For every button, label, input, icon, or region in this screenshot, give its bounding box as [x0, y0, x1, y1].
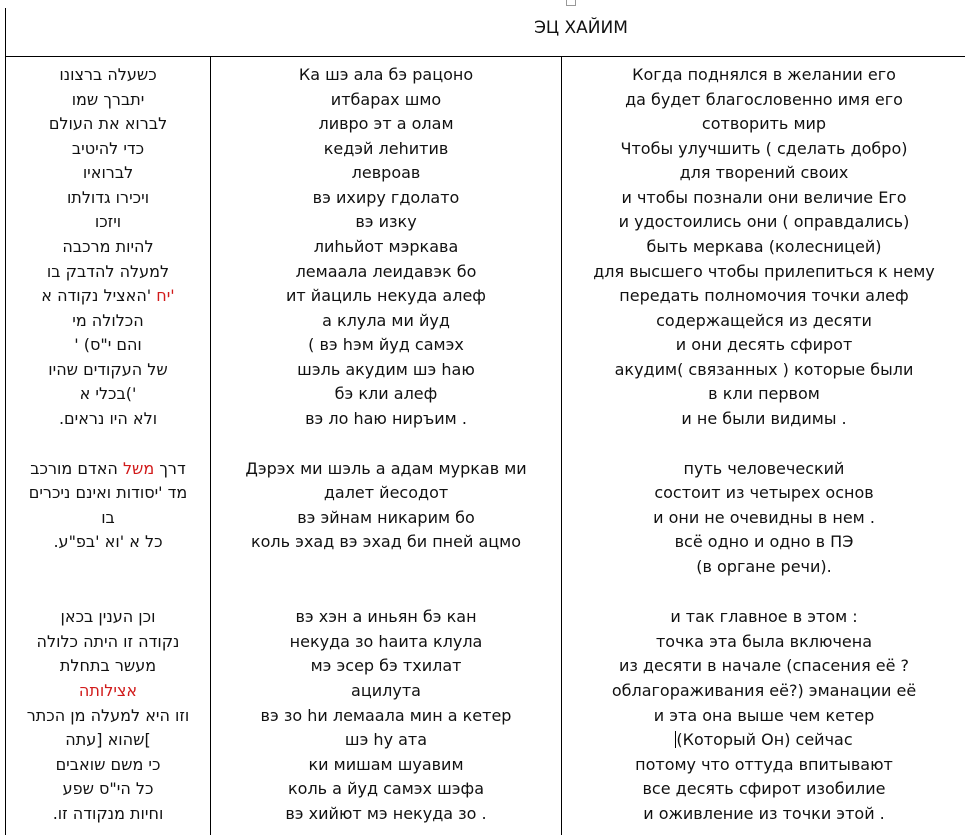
hebrew-text: וכן הענין בכאן	[60, 607, 156, 626]
hebrew-text: מעשר בתחלת	[59, 656, 157, 675]
transliteration-line: а клула ми йуд	[322, 311, 450, 330]
hebrew-line	[6, 605, 210, 629]
russian-line: всё одно и одно в ПЭ	[674, 532, 854, 551]
hebrew-line	[6, 63, 210, 87]
russian-line: акудим( связанных ) которые были	[614, 360, 914, 379]
russian-column	[561, 57, 965, 835]
hebrew-highlight-text: משל	[122, 459, 155, 478]
hebrew-line	[6, 88, 210, 112]
russian-line: и они не очевидны в нем .	[653, 508, 875, 527]
hebrew-line	[6, 481, 210, 505]
hebrew-text: האדם מורכב	[30, 459, 123, 478]
transliteration-line: шэль акудим шэ hаю	[297, 360, 475, 379]
russian-line: точка эта была включена	[655, 632, 873, 651]
hebrew-text: ולא היו נראים.	[58, 409, 158, 428]
transliteration-line: итбарах шмо	[330, 90, 442, 109]
hebrew-text: ויזכו	[94, 212, 122, 231]
russian-line: состоит из четырех основ	[654, 483, 874, 502]
transliteration-line: вэ хэн а иньян бэ кан	[295, 607, 477, 626]
hebrew-text: ]שהוא [עתה	[65, 730, 151, 749]
transliteration-line: вэ ихиру гдолато	[312, 188, 460, 207]
russian-line: Когда поднялся в желании его	[632, 65, 896, 84]
hebrew-text: וזו היא למעלה מן הכתר	[26, 706, 190, 725]
transliteration-line: ит йациль некуда алеф	[286, 286, 486, 305]
hebrew-line	[6, 382, 210, 406]
russian-line: (в органе речи).	[696, 557, 832, 576]
hebrew-line	[6, 530, 210, 554]
russian-line: да будет благословенно имя его	[625, 90, 903, 109]
russian-line: содержащейся из десяти	[656, 311, 872, 330]
transliteration-line: вэ зо hи лемаала мин а кетер	[260, 706, 512, 725]
transliteration-line: вэ ло hаю ниръим .	[305, 409, 467, 428]
transliteration-line: ливро эт а олам	[318, 114, 454, 133]
transliteration-line: шэ hу ата	[344, 730, 428, 749]
transliteration-line: некуда зо hаита клула	[289, 632, 483, 651]
russian-line: передать полномочия точки алеф	[619, 286, 909, 305]
hebrew-text: לברואיו	[82, 163, 134, 182]
hebrew-line	[6, 728, 210, 752]
hebrew-text: למעלה להדבק בו	[46, 262, 170, 281]
hebrew-line	[6, 309, 210, 333]
hebrew-line	[6, 654, 210, 678]
title-cell	[5, 8, 965, 57]
hebrew-text: כל הי"ס שפע	[62, 779, 154, 798]
russian-line: Чтобы улучшить ( сделать добро)	[620, 139, 908, 158]
hebrew-line	[6, 235, 210, 259]
hebrew-text: והם י"ס) '	[74, 335, 142, 354]
transliteration-line: ацилута	[351, 681, 421, 700]
hebrew-text: מד 'יסודות ואינם ניכרים	[28, 483, 188, 502]
hebrew-text: דרך	[154, 459, 186, 478]
russian-line: для высшего чтобы прилепиться к нему	[593, 262, 935, 281]
hebrew-text: כשעלה ברצונו	[59, 65, 157, 84]
hebrew-highlight-text: 'יח	[156, 286, 175, 305]
hebrew-text: כל א 'וא 'בפ"ע.	[53, 532, 163, 551]
transliteration-line: Ка шэ ала бэ рацоно	[298, 65, 474, 84]
transliteration-line: ( вэ hэм йуд самэх	[308, 335, 464, 354]
transliteration-line: лиhьйот мэркава	[313, 237, 459, 256]
hebrew-line	[6, 679, 210, 703]
russian-line: и оживление из точки этой .	[643, 804, 885, 823]
document-title: ЭЦ ХАЙИМ	[534, 18, 628, 38]
transliteration-line: кедэй леhитив	[323, 139, 449, 158]
hebrew-text: כי משם שואבים	[55, 755, 161, 774]
russian-line: и эта она выше чем кетер	[653, 706, 875, 725]
transliteration-line: бэ кли алеф	[334, 384, 438, 403]
hebrew-text: של העקודים שהיו	[48, 360, 168, 379]
hebrew-line	[6, 802, 210, 826]
hebrew-line	[6, 210, 210, 234]
hebrew-line	[6, 284, 210, 308]
hebrew-text: וחיות מנקודה זו.	[52, 804, 164, 823]
transliteration-line: лемаала леидавэк бо	[295, 262, 477, 281]
transliteration-column	[210, 57, 561, 835]
top-strip	[0, 0, 965, 8]
hebrew-line	[6, 333, 210, 357]
ruler-marker	[566, 0, 576, 6]
transliteration-line: левроав	[351, 163, 421, 182]
hebrew-line	[6, 777, 210, 801]
russian-line: быть меркава (колесницей)	[646, 237, 882, 256]
transliteration-line: мэ эсер бэ тхилат	[310, 656, 462, 675]
russian-line: и удостоились они ( оправдались)	[618, 212, 910, 231]
hebrew-line	[6, 506, 210, 530]
russian-line: в кли первом	[708, 384, 820, 403]
transliteration-line: ки мишам шуавим	[308, 755, 464, 774]
hebrew-line	[6, 137, 210, 161]
transliteration-line: далет йесодот	[323, 483, 449, 502]
hebrew-text: נקודה זו היתה כלולה	[36, 632, 180, 651]
russian-line: сотворить мир	[701, 114, 827, 133]
hebrew-line	[6, 704, 210, 728]
hebrew-line	[6, 112, 210, 136]
transliteration-line: вэ эйнам никарим бо	[297, 508, 475, 527]
russian-line: и чтобы познали они величие Его	[621, 188, 907, 207]
russian-line: из десяти в начале (спасения её ?	[618, 656, 910, 675]
hebrew-text: לברוא את העולם	[48, 114, 168, 133]
russian-line: потому что оттуда впитывают	[635, 755, 893, 774]
russian-line: (Который Он) сейчас	[676, 730, 853, 749]
hebrew-text: ויכירו גדולתו	[66, 188, 150, 207]
hebrew-text: יתברך שמו	[71, 90, 145, 109]
russian-line: облагораживания её?) эманации её	[611, 681, 917, 700]
russian-line: и не были видимы .	[681, 409, 847, 428]
transliteration-line: коль а йуд самэх шэфа	[287, 779, 484, 798]
hebrew-text: בו	[101, 508, 115, 527]
document-page	[5, 8, 965, 835]
hebrew-line	[6, 260, 210, 284]
transliteration-line: вэ изку	[355, 212, 417, 231]
russian-line: для творений своих	[679, 163, 849, 182]
russian-line: путь человеческий	[683, 459, 845, 478]
hebrew-line	[6, 457, 210, 481]
hebrew-line	[6, 186, 210, 210]
transliteration-line: вэ хийют мэ некуда зо .	[285, 804, 487, 823]
hebrew-text: להיות מרכבה	[62, 237, 154, 256]
hebrew-line	[6, 753, 210, 777]
hebrew-line	[6, 161, 210, 185]
russian-line: все десять сфирот изобилие	[642, 779, 886, 798]
russian-line: и они десять сфирот	[675, 335, 853, 354]
hebrew-text: 'האציל נקודה א	[41, 286, 157, 305]
hebrew-line	[6, 407, 210, 431]
hebrew-text: כדי להיטיב	[71, 139, 145, 158]
hebrew-column	[5, 57, 210, 835]
transliteration-line: коль эхад вэ эхад би пней ацмо	[250, 532, 522, 551]
hebrew-text: ')בכלי א	[79, 384, 137, 403]
hebrew-text: הכלולה מי	[72, 311, 144, 330]
hebrew-line	[6, 358, 210, 382]
hebrew-highlight-text: אצילותה	[78, 681, 138, 700]
russian-line: и так главное в этом :	[670, 607, 858, 626]
hebrew-line	[6, 630, 210, 654]
transliteration-line: Дэрэх ми шэль а адам муркав ми	[245, 459, 527, 478]
